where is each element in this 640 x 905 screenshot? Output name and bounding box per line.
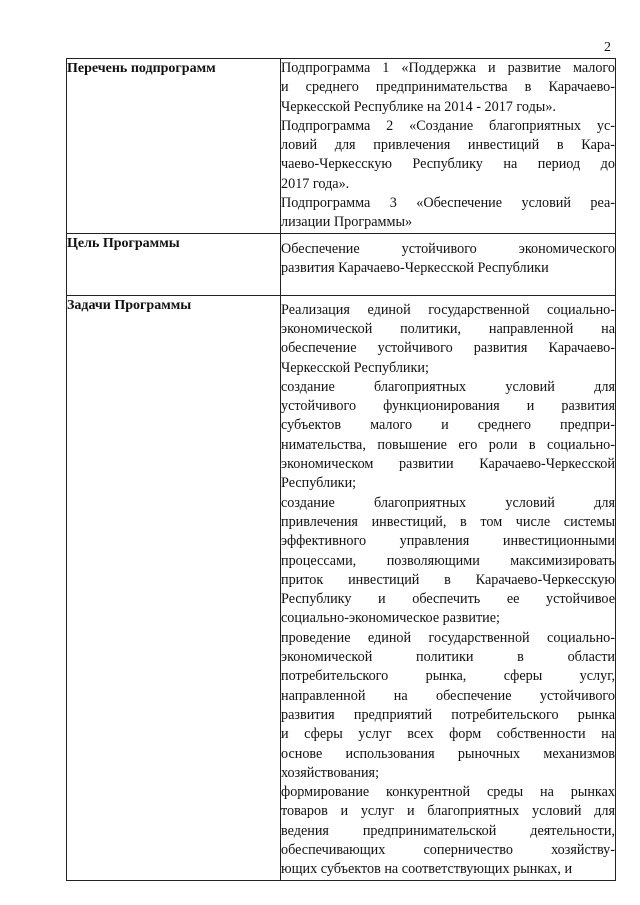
text-line: ведения предпринимательской деятельности, — [281, 822, 615, 839]
row-value-cell — [281, 233, 616, 295]
text-line: экономической политики, направленной на — [281, 320, 615, 337]
text-line: Республику и обеспечить ее устойчивое — [281, 591, 615, 608]
text-line: развития предприятий потребительского рынка — [281, 706, 615, 723]
text-line: Подпрограмма 3 «Обеспечение условий реа- — [281, 195, 615, 212]
program-passport-table — [66, 58, 616, 881]
text-line: хозяйствования; — [281, 764, 380, 781]
table-row-subprograms — [67, 59, 616, 234]
text-line: Подпрограмма 1 «Поддержка и развитие малого — [281, 60, 615, 76]
text-line: социально-экономическое развитие; — [281, 610, 500, 627]
row-value-text — [281, 59, 615, 233]
text-line: проведение единой государственной социально- — [281, 629, 615, 646]
text-line: приток инвестиций в Карачаево-Черкесскую — [281, 571, 615, 588]
text-line: обеспечивающих соперничество хозяйству- — [281, 841, 615, 858]
text-line: ющих субъектов на соответствующих рынках, и — [281, 861, 573, 878]
row-value-text — [281, 301, 615, 880]
row-label-cell — [67, 233, 281, 295]
text-line: субъектов малого и среднего предпри- — [281, 417, 615, 434]
text-line: Подпрограмма 2 «Создание благоприятных ус- — [281, 117, 615, 134]
text-line: направленной на обеспечение устойчивого — [281, 687, 615, 704]
text-line: потребительского рынка, сферы услуг, — [281, 668, 615, 685]
text-line: устойчивого функционирования и развития — [281, 398, 615, 415]
text-line: 2017 года». — [281, 175, 350, 192]
row-label: Цель Программы — [67, 235, 180, 251]
text-line: эффективного управления инвестиционными — [281, 533, 615, 550]
text-line: процессами, позволяющими максимизировать — [281, 552, 615, 569]
text-line: создание благоприятных условий для — [281, 378, 615, 395]
row-label: Перечень подпрограмм — [67, 61, 216, 76]
text-line: Республики; — [281, 475, 357, 492]
row-value-cell — [281, 295, 616, 880]
table-row-tasks — [67, 295, 616, 880]
text-line: Реализация единой государственной социально- — [281, 301, 615, 318]
text-line: товаров и услуг и благоприятных условий для — [281, 803, 615, 820]
text-line: лизации Программы» — [281, 214, 413, 231]
text-line: и среднего предпринимательства в Карачаево- — [281, 79, 615, 96]
row-label: Задачи Программы — [67, 297, 192, 313]
text-line: привлечения инвестиций, в том числе системы — [281, 513, 615, 530]
text-line: ловий для привлечения инвестиций в Кара- — [281, 137, 615, 154]
text-line: Черкесской Республике на 2014 - 2017 годы». — [281, 98, 556, 115]
text-line: нимательства, повышение его роли в социально- — [281, 436, 615, 453]
text-line: развития Карачаево-Черкесской Республики — [281, 259, 549, 276]
row-label-cell — [67, 295, 281, 880]
text-line: Обеспечение устойчивого экономического — [281, 240, 615, 257]
text-line: основе использования рыночных механизмов — [281, 745, 615, 762]
text-line: и сферы услуг всех форм собственности на — [281, 726, 615, 743]
row-label-cell — [67, 59, 281, 234]
text-line: чаево-Черкесскую Республику на период до — [281, 156, 615, 173]
row-value-text — [281, 240, 615, 279]
text-line: экономической политики в области — [281, 649, 615, 666]
text-line: создание благоприятных условий для — [281, 494, 615, 511]
text-line: формирование конкурентной среды на рынках — [281, 784, 615, 801]
text-line: обеспечение устойчивого развития Карачаево- — [281, 340, 615, 357]
text-line: Черкесской Республики; — [281, 359, 429, 376]
row-value-cell — [281, 59, 616, 234]
table-row-goal — [67, 233, 616, 295]
text-line: экономическом развитии Карачаево-Черкесской — [281, 456, 615, 473]
page-number: 2 — [604, 40, 611, 55]
